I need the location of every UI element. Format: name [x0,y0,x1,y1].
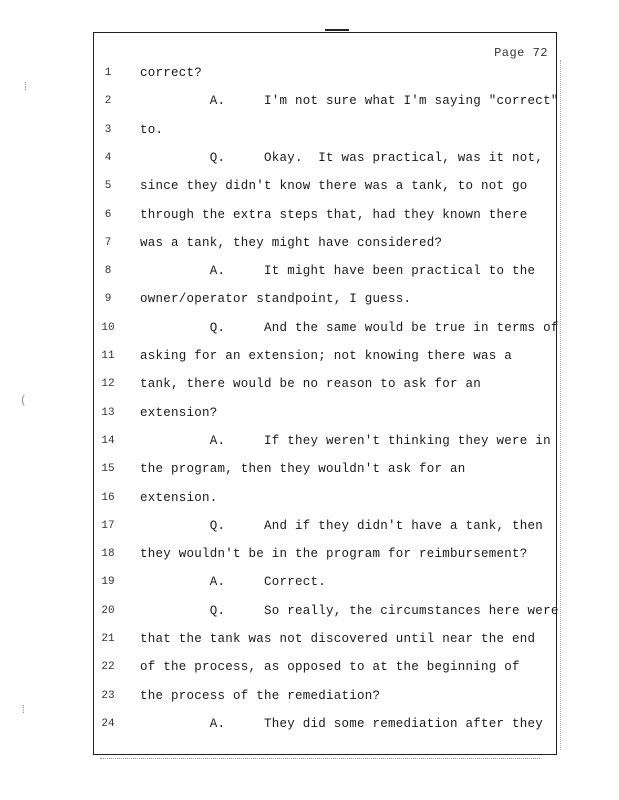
line-text: the process of the remediation? [140,688,381,703]
line-text: Q. And the same would be true in terms of [140,320,559,335]
left-margin-mark: ( [20,395,27,407]
line-number: 8 [104,265,112,278]
line-number: 1 [104,67,112,79]
line-text: extension. [140,490,218,505]
transcript-line [94,459,556,479]
page-number: Page 72 [494,46,548,60]
line-text: through the extra steps that, had they known there [140,207,528,222]
line-number: 17 [101,519,115,532]
transcript-line [94,205,556,225]
transcript-line [94,233,556,253]
transcript-line [94,91,559,111]
right-margin-rule [560,60,563,750]
line-text: A. They did some remediation after they [140,716,544,731]
line-text: that the tank was not discovered until near the end [140,632,536,646]
line-text: correct? [140,66,203,80]
transcript-line [94,431,556,451]
line-text: to. [140,122,164,137]
transcript-line [94,403,556,423]
line-number: 9 [104,293,112,306]
transcript-line [94,261,556,281]
line-number: 6 [104,208,112,221]
line-number: 24 [101,717,115,730]
left-margin-mark: ⁞ [20,705,27,717]
line-text: since they didn't know there was a tank, to not go [140,179,528,194]
line-text: owner/operator standpoint, I guess. [140,292,412,307]
line-text: A. It might have been practical to the [140,264,536,279]
line-text: Q. Okay. It was practical, was it not, [140,150,544,165]
line-text: they wouldn't be in the program for reimbursement? [140,547,528,562]
line-text: asking for an extension; not knowing there was a [140,349,513,363]
transcript-page [93,32,557,755]
line-number: 7 [104,236,112,249]
transcript-line [94,629,556,649]
line-text: A. If they weren't thinking they were in [140,433,551,448]
line-number: 18 [101,548,115,561]
line-number: 13 [101,406,115,419]
line-text: A. Correct. [140,575,327,590]
transcript-line [94,572,556,592]
line-number: 11 [101,350,115,362]
line-number: 2 [104,95,112,108]
transcript-line [94,148,556,168]
line-number: 10 [101,321,115,334]
line-number: 20 [101,604,115,617]
top-edge-mark [325,29,349,31]
line-text: was a tank, they might have considered? [140,235,443,250]
transcript-line [94,714,556,734]
line-number: 12 [101,378,115,391]
line-text: tank, there would be no reason to ask for an [140,377,482,392]
line-number: 4 [104,151,112,164]
bottom-margin-rule [100,758,540,760]
transcript-line [94,120,556,140]
line-number: 22 [101,661,115,674]
left-margin-mark: ⁞ [22,82,29,94]
transcript-line [94,516,556,536]
transcript-line [94,488,556,508]
transcript-line [94,176,556,196]
line-number: 3 [104,123,112,136]
line-text: extension? [140,405,218,420]
line-number: 5 [104,180,112,193]
line-number: 15 [101,463,115,476]
line-number: 21 [101,633,115,645]
line-text: Q. And if they didn't have a tank, then [140,518,544,533]
line-text: of the process, as opposed to at the beginning of [140,660,520,675]
line-text: A. I'm not sure what I'm saying "correct" [140,94,559,109]
line-text: the program, then they wouldn't ask for an [140,462,466,477]
transcript-line [94,374,556,394]
transcript-line [94,544,556,564]
line-number: 16 [101,491,115,504]
transcript-line [94,318,559,338]
line-number: 23 [101,689,115,702]
transcript-line [94,657,556,677]
transcript-line [94,686,556,706]
transcript-line [94,601,559,621]
line-number: 14 [101,434,115,447]
line-number: 19 [101,576,115,589]
line-text: Q. So really, the circumstances here were [140,603,559,618]
transcript-line [94,289,556,309]
transcript-line [94,63,556,83]
transcript-line [94,346,556,366]
